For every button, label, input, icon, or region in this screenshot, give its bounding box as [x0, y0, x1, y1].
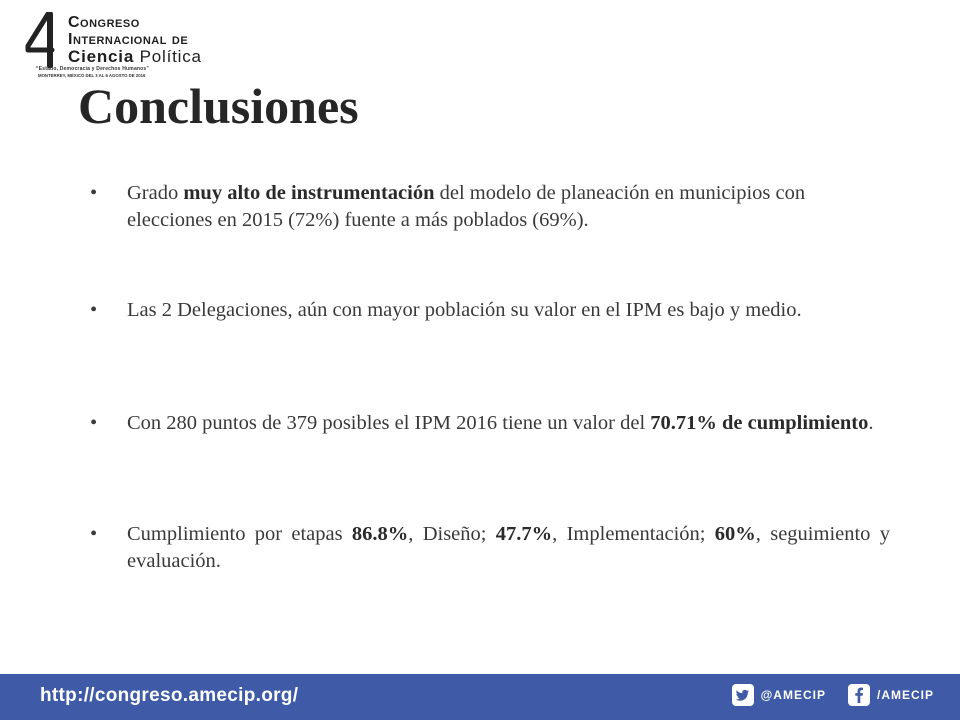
logo-line-1: Congreso [68, 14, 140, 31]
list-item-text: Con 280 puntos de 379 posibles el IPM 2016 tiene un valor del 70.71% de cumplimiento. [127, 412, 874, 434]
list-item [90, 297, 890, 324]
facebook-icon[interactable] [848, 684, 870, 706]
list-item-text: Cumplimiento por etapas 86.8%, Diseño; 47.7%, Implementación; 60%, seguimiento y evaluación. [127, 523, 890, 572]
logo-line-2: Internacional de [68, 31, 189, 48]
logo-line-3 [68, 48, 202, 65]
bullet-dot: • [90, 299, 98, 321]
facebook-handle[interactable]: /AMECIP [876, 688, 934, 702]
logo-line-3-bold: Ciencia [68, 47, 135, 66]
congress-url-link[interactable]: http://congreso.amecip.org/ [40, 685, 299, 706]
bullet-dot: • [90, 412, 98, 434]
list-item [90, 180, 890, 234]
twitter-handle[interactable]: @AMECIP [760, 688, 826, 702]
logo-line-3-light: Política [139, 47, 202, 66]
social-links [732, 684, 934, 706]
bullet-dot: • [90, 182, 98, 204]
logo-four-mark [22, 12, 62, 68]
bullet-dot: • [90, 523, 98, 545]
list-item-text: Grado muy alto de instrumentación del modelo de planeación en municipios con elecciones en 2015 (72%) fuente a más poblados (69%). [127, 182, 806, 231]
footer-bar [0, 674, 960, 720]
page-title: Conclusiones [78, 78, 359, 134]
list-item [90, 521, 890, 575]
logo-tagline: “Estado, Democracia y Derechos Humanos” [36, 66, 150, 72]
twitter-icon[interactable] [732, 684, 754, 706]
list-item [90, 410, 890, 437]
congress-logo [22, 8, 212, 80]
logo-dates: MONTERREY, MÉXICO DEL 3 AL 6 AGOSTO DE 2016 [38, 73, 146, 78]
list-item-text: Las 2 Delegaciones, aún con mayor población su valor en el IPM es bajo y medio. [127, 299, 802, 321]
logo-text [68, 14, 202, 65]
